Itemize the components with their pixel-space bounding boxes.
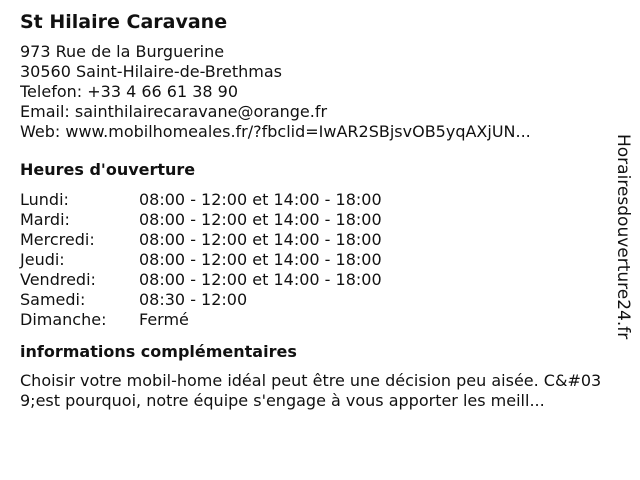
phone-line: Telefon: +33 4 66 61 38 90	[20, 82, 239, 101]
address-line-1: 973 Rue de la Burguerine	[20, 42, 225, 61]
hours-row-dimanche	[20, 310, 605, 330]
hours-time: 08:00 - 12:00 et 14:00 - 18:00	[139, 190, 382, 209]
hours-day: Mardi:	[20, 210, 70, 229]
hours-row-jeudi	[20, 250, 605, 270]
business-card	[20, 8, 605, 411]
additional-info-text: Choisir votre mobil-home idéal peut être une décision peu aisée. C&#039;est pourquoi, notre équipe s'engage à vous apporter les meill...	[20, 371, 602, 410]
additional-info-title: informations complémentaires	[20, 342, 297, 361]
email-line: Email: sainthilairecaravane@orange.fr	[20, 102, 328, 121]
hours-day: Samedi:	[20, 290, 86, 309]
hours-time: 08:00 - 12:00 et 14:00 - 18:00	[139, 270, 382, 289]
address-line-2: 30560 Saint-Hilaire-de-Brethmas	[20, 62, 282, 81]
hours-time: Fermé	[139, 310, 189, 329]
hours-day: Vendredi:	[20, 270, 96, 289]
hours-row-lundi	[20, 190, 605, 210]
hours-time: 08:30 - 12:00	[139, 290, 248, 309]
hours-row-mardi	[20, 210, 605, 230]
hours-day: Jeudi:	[20, 250, 65, 269]
hours-day: Mercredi:	[20, 230, 95, 249]
hours-time: 08:00 - 12:00 et 14:00 - 18:00	[139, 250, 382, 269]
hours-day: Dimanche:	[20, 310, 107, 329]
opening-hours-title: Heures d'ouverture	[20, 160, 196, 179]
hours-row-mercredi	[20, 230, 605, 250]
business-name: St Hilaire Caravane	[20, 11, 228, 33]
hours-time: 08:00 - 12:00 et 14:00 - 18:00	[139, 210, 382, 229]
site-watermark: Horairesdouverture24.fr	[613, 134, 633, 340]
hours-row-samedi	[20, 290, 605, 310]
hours-time: 08:00 - 12:00 et 14:00 - 18:00	[139, 230, 382, 249]
web-line: Web: www.mobilhomeales.fr/?fbclid=IwAR2SBjsvOB5yqAXjUN...	[20, 122, 531, 141]
opening-hours-table	[20, 190, 605, 330]
hours-row-vendredi	[20, 270, 605, 290]
hours-day: Lundi:	[20, 190, 69, 209]
